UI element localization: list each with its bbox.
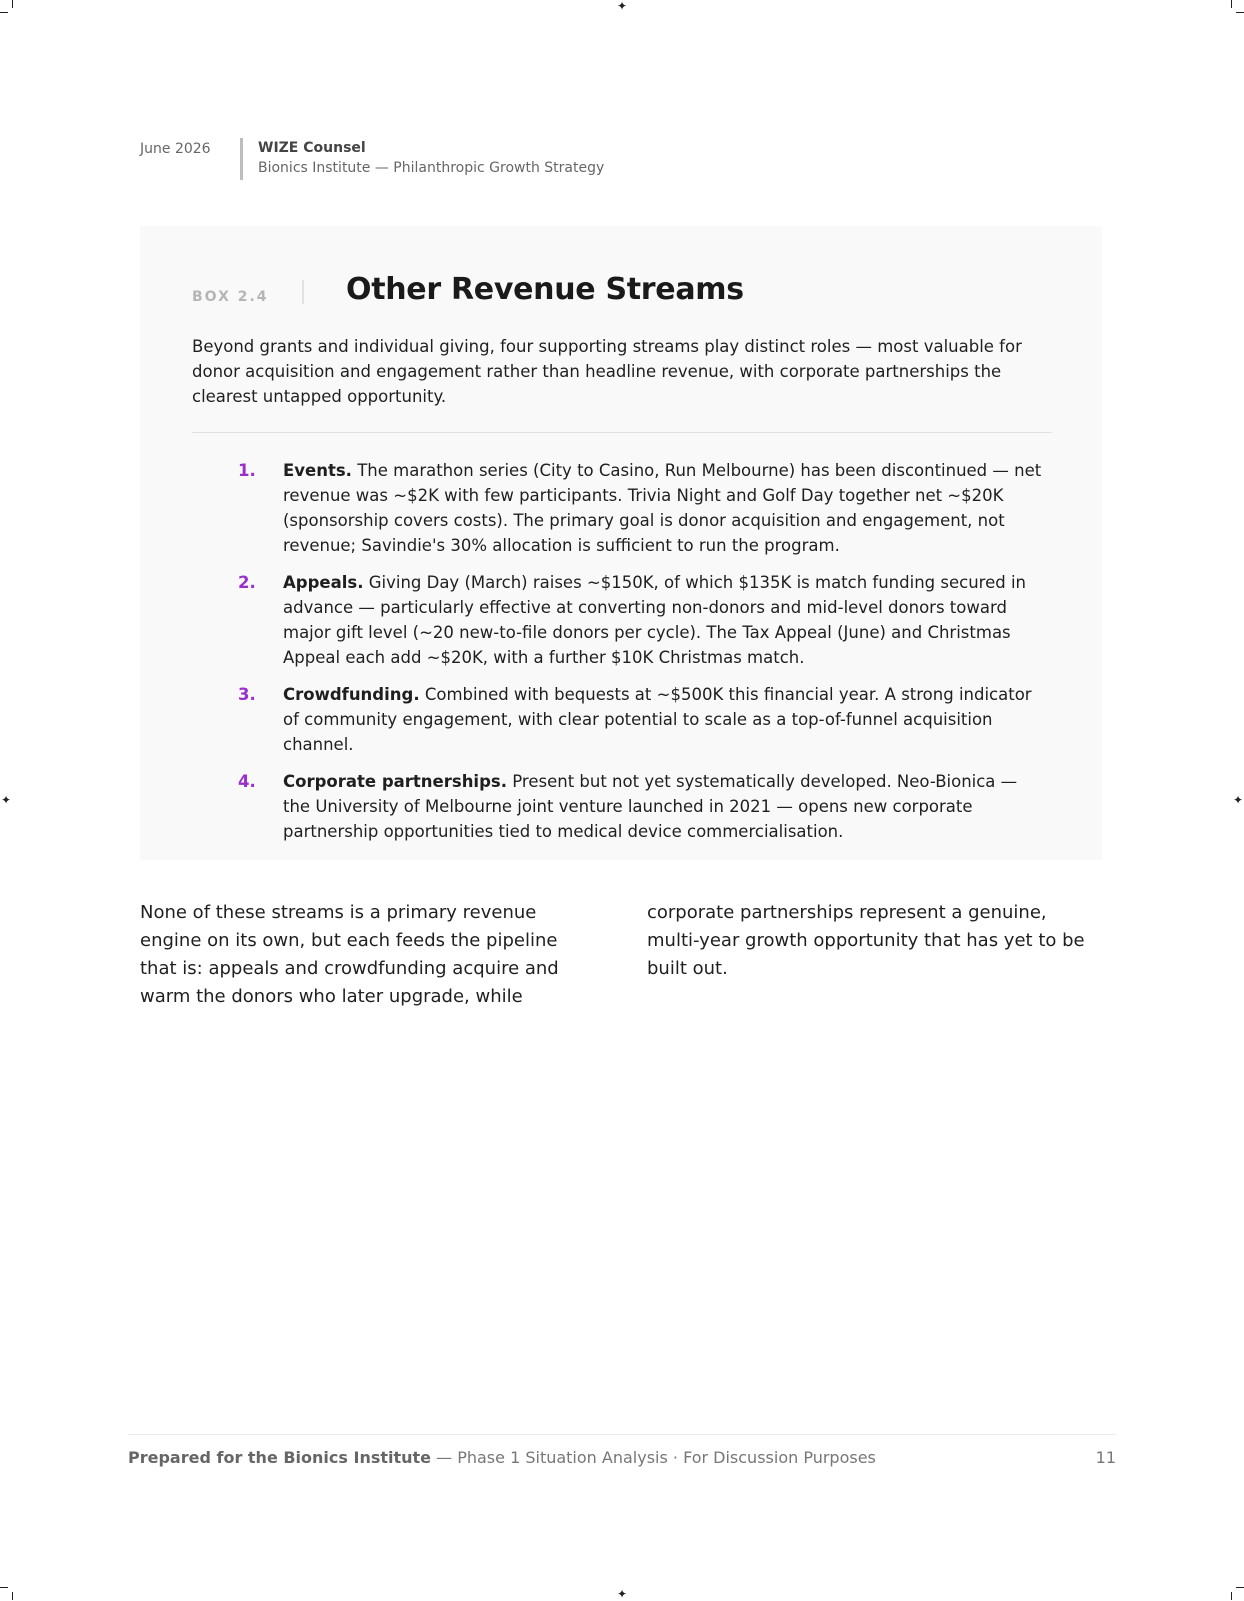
page-header [140,138,604,180]
header-date: June 2026 [140,141,211,157]
registration-mark-right: ✦ [1232,793,1244,807]
crop-mark-top-left [12,0,13,8]
box-title: Other Revenue Streams [346,272,744,307]
list-number: 4. [238,772,256,791]
list-item [238,769,1048,844]
crop-mark-top-right [1231,0,1232,8]
list-item-lead: Appeals. [283,573,364,592]
box-intro: Beyond grants and individual giving, four supporting streams play distinct roles — most valuable for donor acquisition and engagement rather than headline revenue, with corporate partnerships the clearest untapped opportunity. [192,337,1022,406]
crop-mark-bottom-left [0,1587,8,1588]
list-number: 2. [238,573,256,592]
list-item [238,570,1048,670]
callout-box [140,226,1102,860]
crop-mark-top-left [0,12,8,13]
list-item-text: Combined with bequests at ~$500K this financial year. A strong indicator of community engagement, with clear potential to scale as a top-of-funnel acquisition channel. [283,685,1032,754]
list-number: 1. [238,461,256,480]
list-item-text: Present but not yet systematically developed. Neo-Bionica — the University of Melbourne joint venture launched in 2021 — opens new corporate partnership opportunities tied to medical device commercialisation. [283,772,1018,841]
crop-mark-top-right [1236,12,1244,13]
revenue-streams-list [238,458,1048,856]
list-item-text: Giving Day (March) raises ~$150K, of which $135K is match funding secured in advance — particularly effective at converting non-donors and mid-level donors toward major gift level (~20 new-to-file donors per cycle). The Tax Appeal (June) and Christmas Appeal each add ~$20K, with a further $10K Christmas match. [283,573,1026,667]
registration-mark-left: ✦ [0,793,12,807]
crop-mark-bottom-left [12,1592,13,1600]
list-item-lead: Crowdfunding. [283,685,420,704]
footer-lead: Prepared for the Bionics Institute [128,1448,432,1467]
list-number: 3. [238,685,256,704]
list-item [238,458,1048,558]
header-org: WIZE Counsel [258,140,366,156]
page-footer [128,1448,1116,1467]
body-paragraph: None of these streams is a primary revenue engine on its own, but each feeds the pipeline that is: appeals and crowdfunding acquire and warm the donors who later upgrade, while corporate partnerships represent a genuine, multi-year growth opportunity that has yet to be built out. [140,902,1085,1007]
list-item [238,682,1048,757]
list-item-text: The marathon series (City to Casino, Run Melbourne) has been discontinued — net revenue was ~$2K with few participants. Trivia Night and Golf Day together net ~$20K (sponsorship covers costs). The primary goal is donor acquisition and engagement, not revenue; Savindie's 30% allocation is sufficient to run the program. [283,461,1042,555]
header-meta [258,138,604,180]
header-subtitle: Bionics Institute — Philanthropic Growth Strategy [258,160,605,176]
box-label-separator [302,280,304,304]
crop-mark-bottom-right [1236,1587,1244,1588]
footer-text: — Phase 1 Situation Analysis · For Discussion Purposes [436,1448,876,1467]
registration-mark-top: ✦ [616,0,628,13]
list-item-lead: Events. [283,461,352,480]
box-divider [192,432,1052,433]
page-number: 11 [1095,1448,1116,1467]
footer-divider [128,1434,1116,1435]
registration-mark-bottom: ✦ [616,1587,628,1601]
list-item-lead: Corporate partnerships. [283,772,507,791]
box-label: BOX 2.4 [192,289,269,305]
crop-mark-bottom-right [1231,1592,1232,1600]
header-divider [240,138,243,180]
